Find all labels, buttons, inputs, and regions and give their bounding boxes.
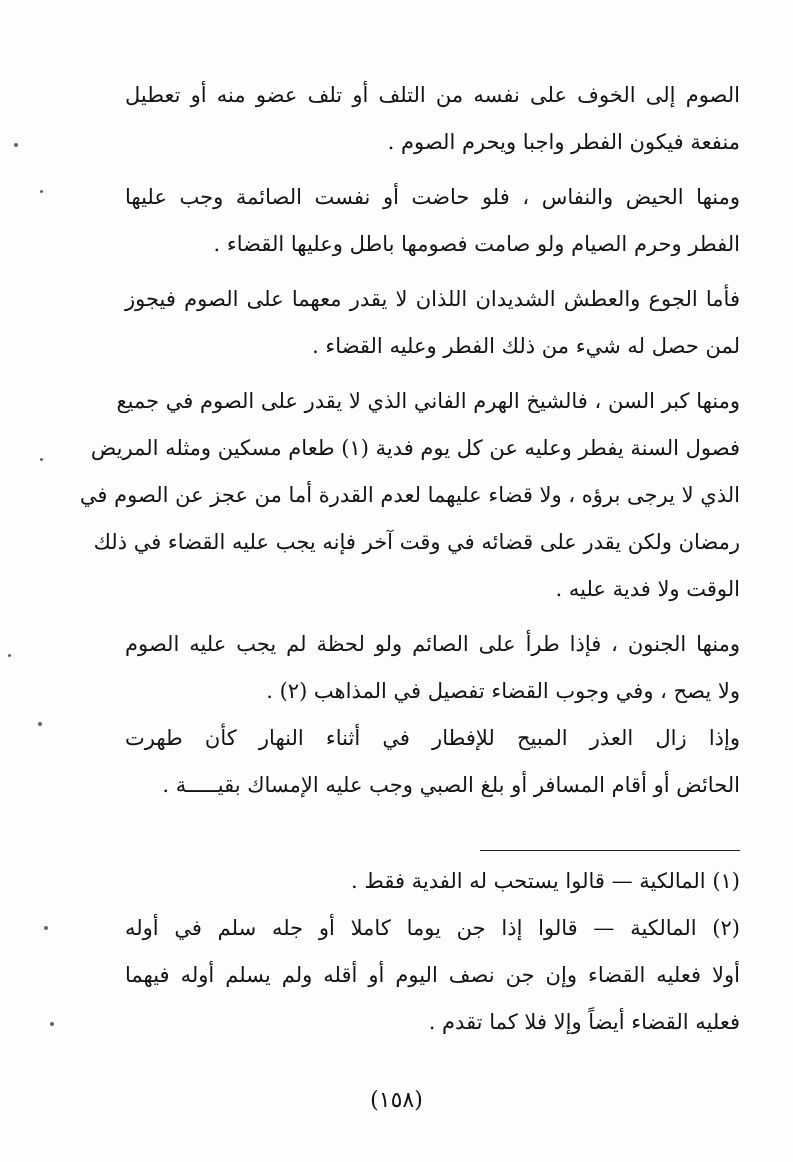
text-line: ومنها الحيض والنفاس ، فلو حاضت أو نفست الصائمة وجب عليها: [125, 185, 740, 209]
scan-speck: [44, 926, 48, 930]
paragraph: [125, 174, 740, 268]
text-line: وإذا زال العذر المبيح للإفطار في أثناء النهار كأن طهرت: [125, 726, 740, 750]
scan-speck: [50, 1022, 54, 1026]
text-line: الحائض أو أقام المسافر أو بلغ الصبي وجب عليه الإمساك بقيـــــة .: [162, 773, 740, 797]
footnote-line: (١) المالكية — قالوا يستحب له الفدية فقط .: [351, 869, 740, 893]
footnote-separator: [480, 850, 740, 851]
text-line: ولا يصح ، وفي وجوب القضاء تفصيل في المذاهب (٢) .: [266, 679, 740, 703]
paragraph: [125, 621, 740, 715]
paragraph: [125, 276, 740, 370]
paragraph: [125, 715, 740, 809]
page-number: (١٥٨): [370, 1088, 423, 1113]
main-text: [79, 72, 740, 809]
text-line: ومنها الجنون ، فإذا طرأ على الصائم ولو لحظة لم يجب عليه الصوم: [125, 632, 740, 656]
text-line: الذي لا يرجى برؤه ، ولا قضاء عليهما لعدم القدرة أما من عجز عن الصوم في: [79, 483, 740, 507]
text-line: منفعة فيكون الفطر واجبا ويحرم الصوم .: [387, 130, 740, 154]
footnote-line: (٢) المالكية — قالوا إذا جن يوما كاملا أو جله سلم في أوله: [125, 916, 740, 940]
scan-speck: [8, 654, 11, 657]
text-line: الفطر وحرم الصيام ولو صامت فصومها باطل وعليها القضاء .: [213, 232, 740, 256]
paragraph: [125, 72, 740, 166]
scan-speck: [38, 722, 42, 726]
text-line: فصول السنة يفطر وعليه عن كل يوم فدية (١) طعام مسكين ومثله المريض: [90, 436, 740, 460]
text-line: لمن حصل له شيء من ذلك الفطر وعليه القضاء .: [312, 334, 740, 358]
footnote: [125, 858, 740, 905]
footnote-line: أولا فعليه القضاء وإن جن نصف اليوم أو أقله ولم يسلم أوله فيهما: [125, 963, 740, 987]
footnote-line: فعليه القضاء أيضاً وإلا فلا كما تقدم .: [428, 1010, 740, 1034]
text-line: ومنها كبر السن ، فالشيخ الهرم الفاني الذي لا يقدر على الصوم في جميع: [116, 389, 740, 413]
scan-speck: [40, 458, 43, 461]
text-line: فأما الجوع والعطش الشديدان اللذان لا يقدر معهما على الصوم فيجوز: [125, 287, 740, 311]
text-line: الصوم إلى الخوف على نفسه من التلف أو تلف عضو منه أو تعطيل: [125, 83, 740, 107]
scan-speck: [40, 190, 43, 193]
text-line: الوقت ولا فدية عليه .: [555, 577, 740, 601]
scan-speck: [14, 143, 18, 147]
footnote: [125, 905, 740, 1046]
text-line: رمضان ولكن يقدر على قضائه في وقت آخر فإنه يجب عليه القضاء في ذلك: [93, 530, 740, 554]
paragraph: [79, 378, 740, 613]
footnotes: [125, 858, 740, 1046]
